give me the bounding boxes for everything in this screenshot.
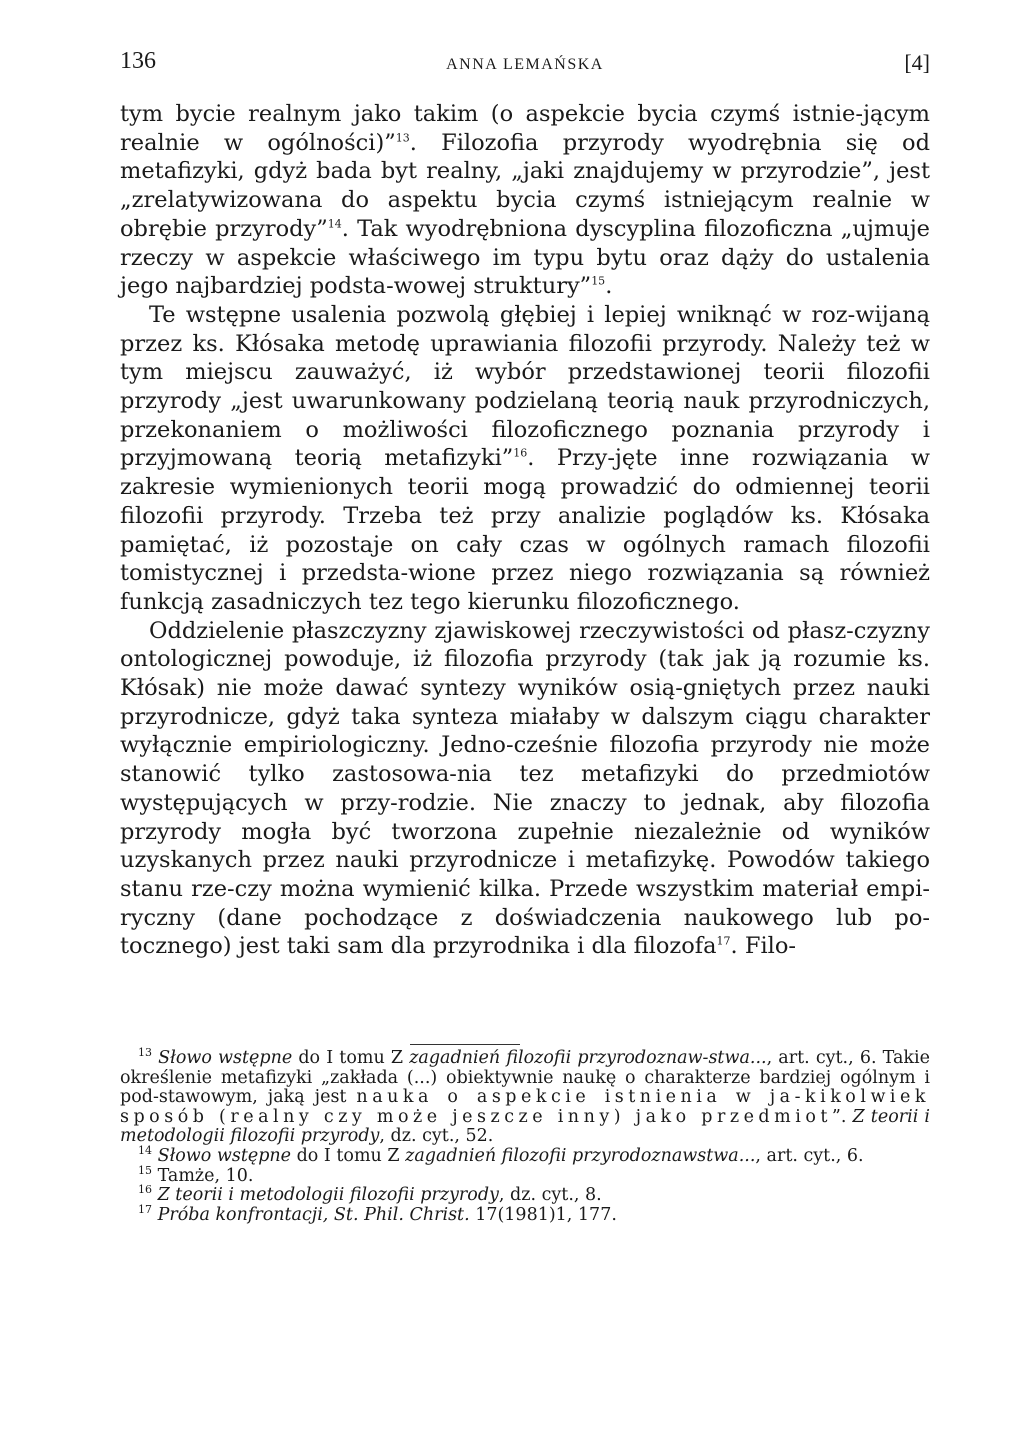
text-run: , art. cyt., 6. Takie określenie metafizyki „zakłada (...) obiektywnie naukę o charakterze bardziej ogólnym i pod-stawowym, jaką jest (120, 1048, 930, 1108)
text-run: Oddzielenie płaszczyzny zjawiskowej rzeczywistości od płasz-czyzny ontologicznej powoduje, iż filozofia przyrody (tak jak ją rozumie ks. Kłósak) nie może dawać syntezy wyników osią-gniętych przez nauki przyrodnicze, gdyż taka synteza miałaby w dalszym ciągu charakter wyłącznie empiriologiczny. Jedno-cześnie filozofia przyrody nie może stanowić tylko zastosowa-nia tez metafizyki do przedmiotów występujących w przy-rodzie. Nie znaczy to jednak, aby filozofia przyrody mogła być tworzona zupełnie niezależnie od wyników uzyskanych przez nauki przyrodnicze i metafizykę. Powodów takiego stanu rze-czy można wymienić kilka. Przede wszystkim materiał empi-ryczny (dane pochodzące z doświadczenia naukowego lub po-tocznego) jest taki sam dla przyrodnika i dla filozofa (120, 617, 930, 960)
footnote-ref-17[interactable]: 17 (716, 934, 731, 948)
footnote-16 (120, 1183, 930, 1206)
page-number: 136 (120, 48, 156, 74)
text-run: , dz. cyt., 8. (498, 1185, 602, 1206)
running-author: ANNA LEMAŃSKA (446, 56, 604, 73)
cited-work: Z teorii i metodologii filozofii przyrody (120, 1106, 930, 1147)
footnote-17 (120, 1202, 930, 1226)
footnote-number: 14 (138, 1144, 152, 1158)
paragraph-3 (120, 617, 930, 961)
footnote-number: 13 (138, 1046, 152, 1060)
text-run: ”. (831, 1106, 853, 1127)
text-run: . Filo- (730, 933, 797, 960)
cited-title: Słowo wstępne (157, 1145, 292, 1166)
cited-work: zagadnień filozofii przyrodoznawstwa... (405, 1145, 756, 1166)
text-run: do I tomu Z (292, 1048, 410, 1068)
text-run: Te wstępne usalenia pozwolą głębiej i lepiej wniknąć w roz-wijaną przez ks. Kłósaka metodę uprawiania filozofii przyrody. Należy też w tym miejscu zauważyć, iż wybór przedstawionej teorii filozofii przyrody „jest uwarunkowany podzielaną teorią nauk przyrodniczych, przekonaniem o możliwości filozoficznego poznania przyrody i przyjmowaną teorią metafizyki” (120, 301, 930, 472)
footnote-ref-15[interactable]: 15 (591, 274, 606, 288)
text-run: 17(1981)1, 177. (469, 1204, 617, 1225)
text-run: Tamże, 10. (157, 1165, 254, 1186)
text-run: . (605, 273, 613, 300)
footnote-ref-13[interactable]: 13 (395, 131, 410, 145)
text-run: do I tomu Z (291, 1145, 406, 1166)
section-number: [4] (904, 50, 930, 75)
footnote-ref-16[interactable]: 16 (513, 446, 528, 460)
paragraph-1 (120, 100, 930, 301)
footnote-number: 15 (138, 1163, 152, 1177)
cited-work: Próba konfrontacji, St. Phil. Christ. (157, 1204, 470, 1225)
footnote-14 (120, 1144, 930, 1167)
footnote-number: 17 (138, 1202, 152, 1216)
spaced-emphasis: nauka o aspekcie istnienia w ja-kikolwiek sposób (realny czy może jeszcze inny) jako przedmiot (120, 1087, 930, 1127)
text-run: . Filozofia przyrody wyodrębnia się od metafizyki, gdyż bada byt realny, „jaki znajdujemy w przyrodzie”, jest „zrelatywizowana do aspektu bycia czymś istniejącym realnie w obrębie przyrody” (120, 129, 930, 242)
text-run: . Przy-jęte inne rozwiązania w zakresie wymienionych teorii mogą prowadzić do odmiennej teorii filozofii przyrody. Trzeba też przy analizie poglądów ks. Kłósaka pamiętać, iż pozostaje on cały czas w ogólnych ramach filozofii tomistycznej i przedsta-wione przez niego rozwiązania są również funkcją zasadniczych tez tego kierunku filozoficznego. (120, 445, 931, 615)
cited-work: zagadnień filozofii przyrodoznaw-stwa... (409, 1048, 767, 1068)
footnote-number: 16 (138, 1183, 152, 1197)
footnote-divider (410, 1044, 520, 1045)
footnotes (120, 1046, 930, 1225)
footnote-15 (120, 1163, 930, 1187)
text-run: , dz. cyt., 52. (379, 1126, 494, 1147)
main-text (120, 100, 930, 961)
footnote-13 (120, 1046, 930, 1147)
text-run: . Tak wyodrębniona dyscyplina filozoficzna „ujmuje rzeczy w aspekcie właściwego im typu bytu oraz dąży do ustalenia jego najbardziej podsta-wowej struktury” (120, 215, 931, 300)
running-header (120, 48, 930, 88)
footnote-ref-14[interactable]: 14 (327, 217, 342, 231)
text-run: , art. cyt., 6. (755, 1145, 864, 1166)
cited-title: Słowo wstępne (158, 1048, 293, 1068)
cited-work: Z teorii i metodologii filozofii przyrody (157, 1185, 499, 1206)
text-run: tym bycie realnym jako takim (o aspekcie bycia czymś istnie-jącym realnie w ogólności)” (120, 101, 930, 156)
paragraph-2 (120, 301, 930, 617)
